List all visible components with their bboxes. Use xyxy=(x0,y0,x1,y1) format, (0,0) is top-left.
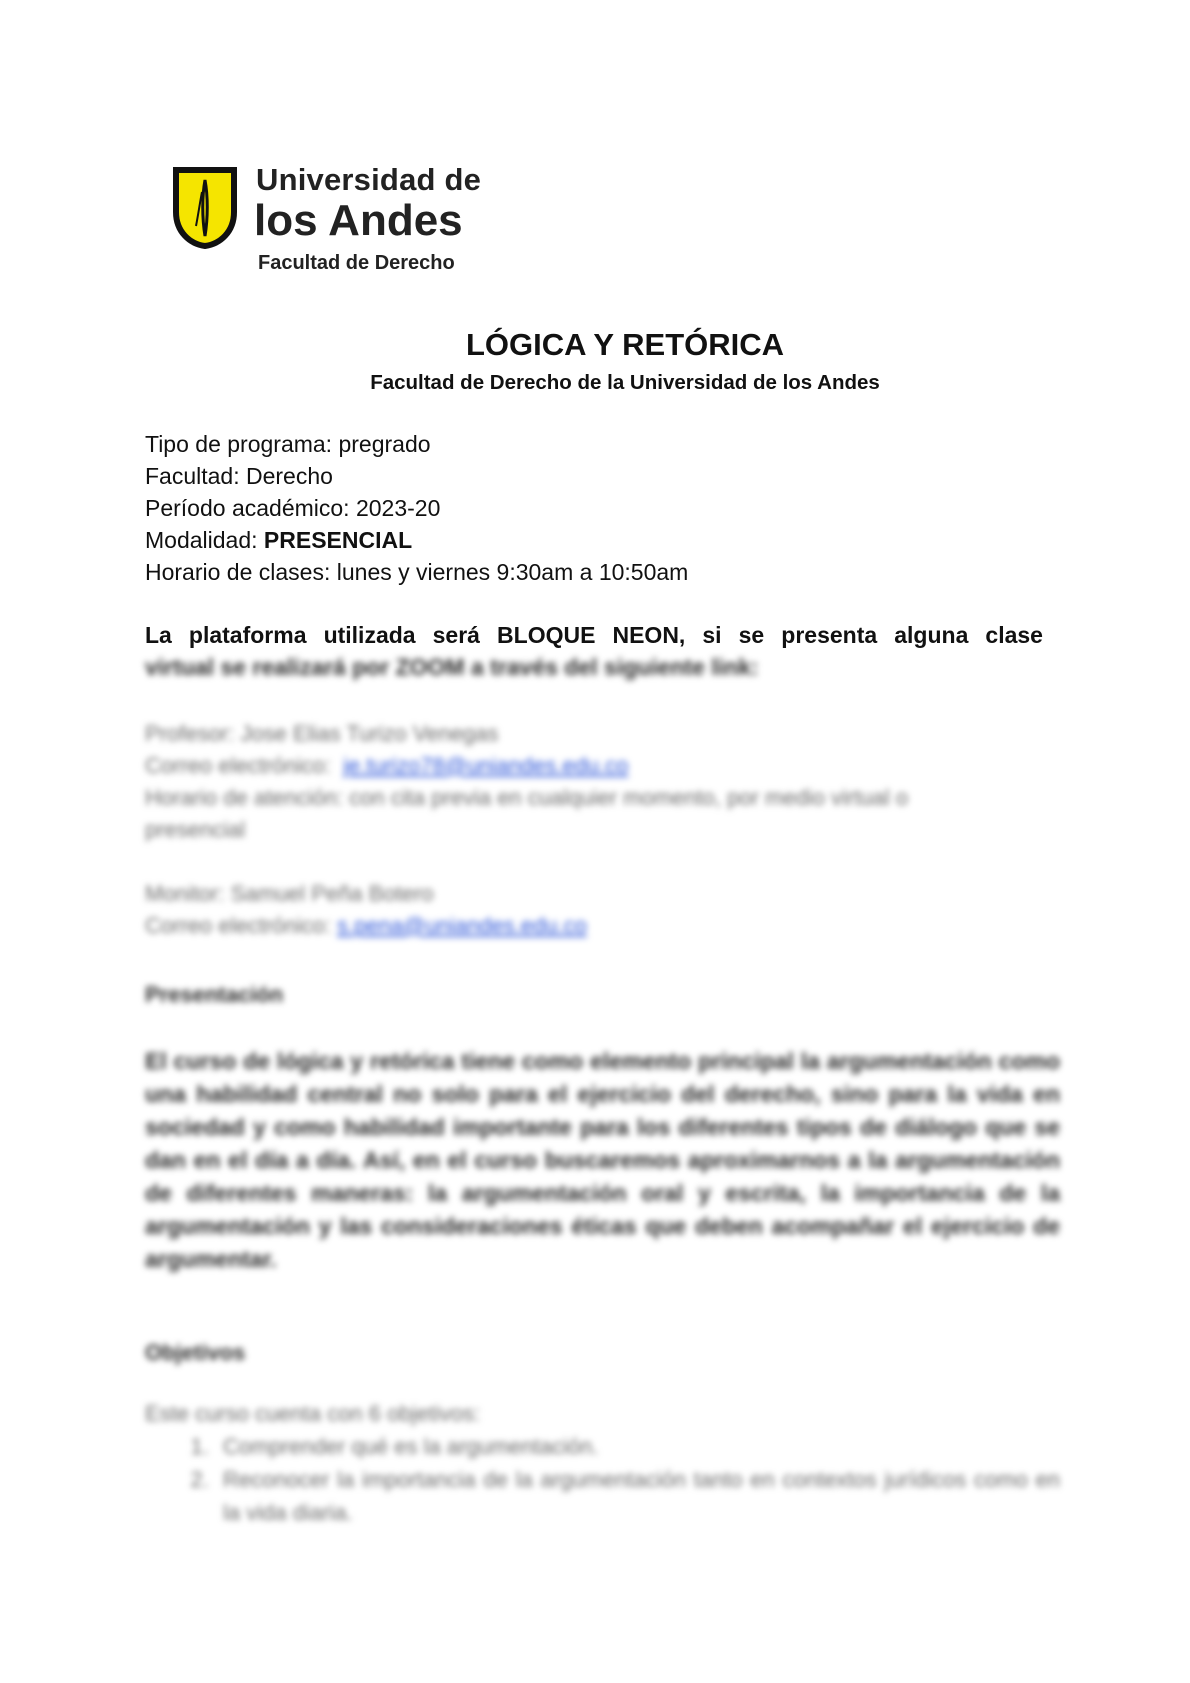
professor-name: Profesor: Jose Elias Turizo Venegas xyxy=(145,721,499,746)
logo-line-1: Universidad de xyxy=(256,162,482,197)
faculty: Facultad: Derecho xyxy=(145,463,333,489)
platform-word: plataforma xyxy=(188,622,307,648)
program-type: Tipo de programa: pregrado xyxy=(145,431,431,457)
academic-period: Período académico: 2023-20 xyxy=(145,495,441,521)
platform-word: si xyxy=(702,622,722,648)
professor-email-row xyxy=(145,750,908,782)
platform-word: presenta xyxy=(781,622,878,648)
office-hours-2: presencial xyxy=(145,817,246,842)
platform-word: será xyxy=(432,622,480,648)
logo-line-2: los Andes xyxy=(254,196,463,245)
platform-word: utilizada xyxy=(323,622,416,648)
course-info xyxy=(145,428,688,588)
platform-line-1 xyxy=(145,619,1043,651)
objectives-heading: Objetivos xyxy=(145,1340,246,1365)
modality-value: PRESENCIAL xyxy=(263,527,413,553)
logo-line-3: Facultad de Derecho xyxy=(258,252,455,274)
professor-email-label: Correo electrónico: xyxy=(145,753,331,778)
page-title: LÓGICA Y RETÓRICA xyxy=(465,327,785,362)
objective-item: 2. Reconocer la importancia de la argumentación tanto en contextos jurídicos como en la vida diaria. xyxy=(215,1463,1060,1529)
professor-contact xyxy=(145,718,908,846)
platform-word: NEON, xyxy=(612,622,686,648)
platform-word: se xyxy=(738,622,765,648)
presentation-heading: Presentación xyxy=(145,982,284,1007)
monitor-email-label: Correo electrónico: xyxy=(145,913,331,938)
monitor-email-row xyxy=(145,910,587,942)
modality-label: Modalidad: xyxy=(145,527,264,553)
shield-icon xyxy=(172,166,238,250)
monitor-name: Monitor: Samuel Peña Botero xyxy=(145,881,434,906)
platform-word: BLOQUE xyxy=(497,622,596,648)
platform-word: clase xyxy=(985,622,1043,648)
platform-line-2: virtual se realizará por ZOOM a través del siguiente link: xyxy=(145,654,759,680)
objectives-intro: Este curso cuenta con 6 objetivos: xyxy=(145,1401,481,1426)
class-schedule: Horario de clases: lunes y viernes 9:30am a 10:50am xyxy=(145,559,689,585)
presentation-text: El curso de lógica y retórica tiene como elemento principal la argumentación como una habilidad central no solo para el ejercicio del derecho, sino para la vida en sociedad y como habilidad importante para los diferentes tipos de diálogo que se dan en el día a día. Así, en el curso buscaremos aproximarnos a la argumentación de diferentes maneras: la argumentación oral y escrita, la importancia de la argumentación y las consideraciones éticas que deben acompañar el ejercicio de argumentar. xyxy=(145,1048,1060,1272)
platform-word: alguna xyxy=(894,622,969,648)
platform-notice xyxy=(145,619,1043,683)
professor-email-link[interactable]: je.turizo78@uniandes.edu.co xyxy=(343,753,629,778)
objective-item: 1. Comprender qué es la argumentación. xyxy=(215,1430,1060,1463)
monitor-email-link[interactable]: s.pena@uniandes.edu.co xyxy=(337,913,587,938)
modality xyxy=(145,524,688,556)
monitor-contact xyxy=(145,878,587,942)
university-logo xyxy=(172,160,482,278)
objectives-list xyxy=(145,1397,1060,1529)
office-hours-1: Horario de atención: con cita previa en cualquier momento, por medio virtual o xyxy=(145,785,909,810)
page-subtitle: Facultad de Derecho de la Universidad de los Andes xyxy=(370,371,880,394)
platform-word: La xyxy=(145,622,172,648)
